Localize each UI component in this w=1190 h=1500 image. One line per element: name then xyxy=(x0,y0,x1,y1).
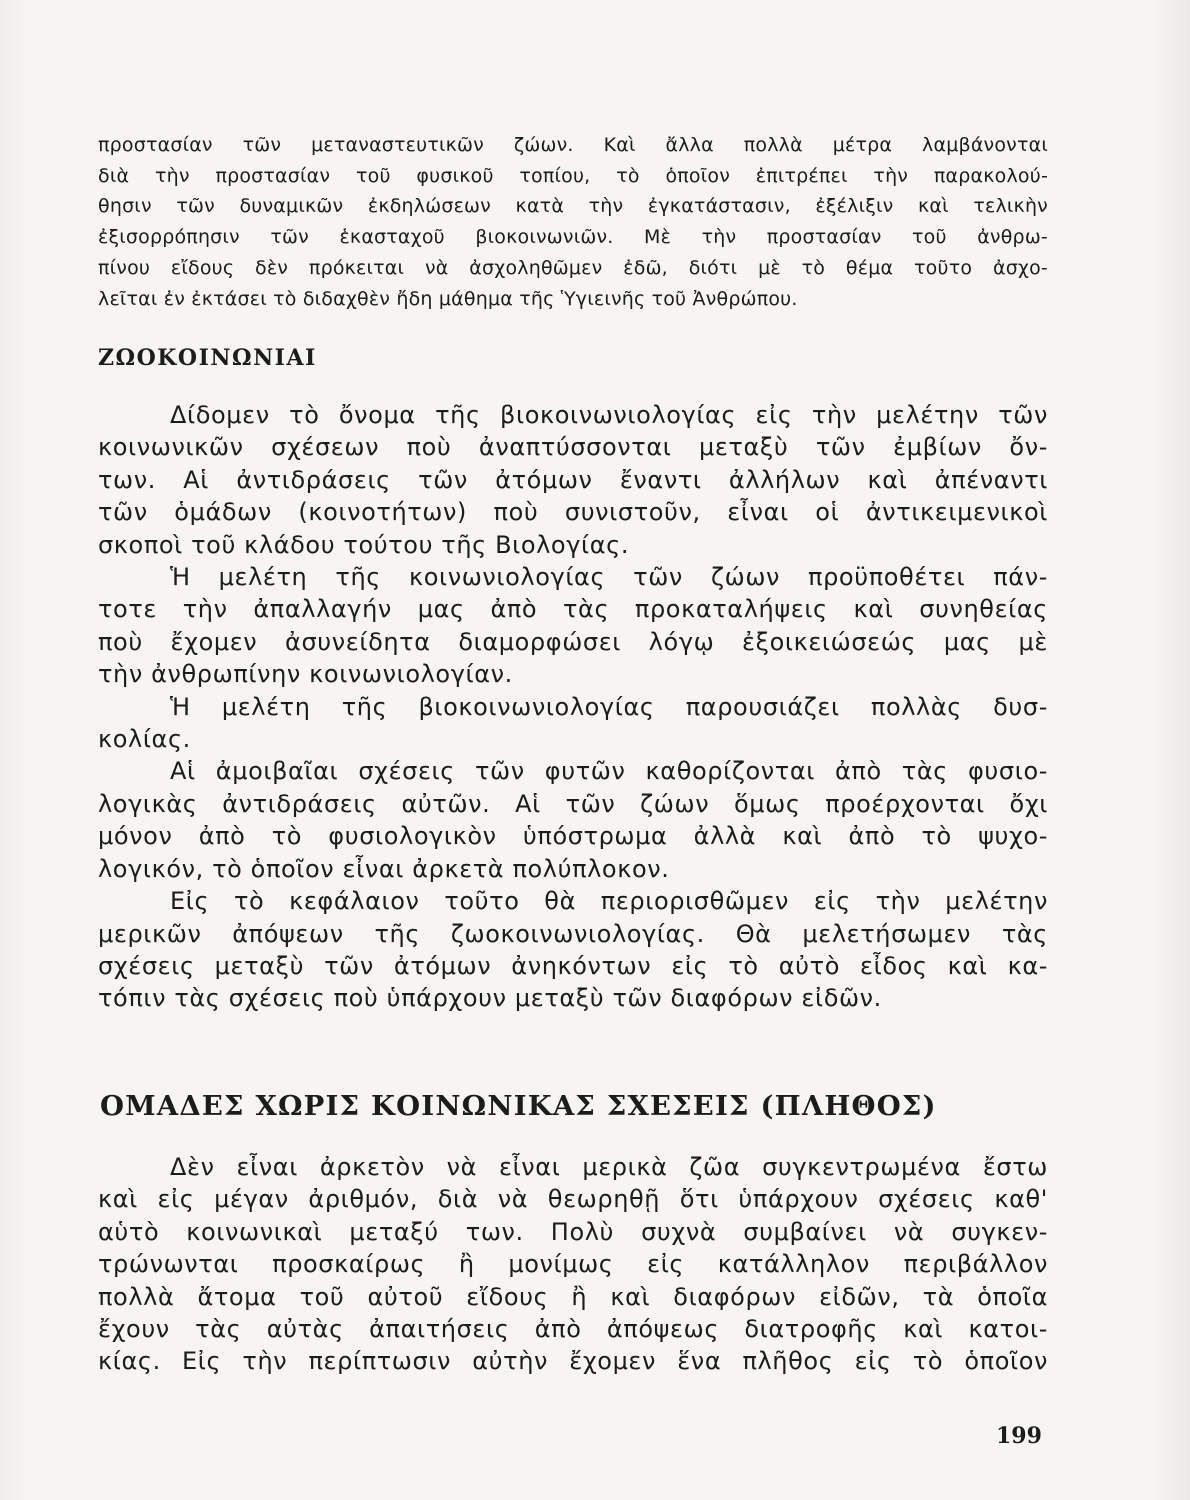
section-omades-body xyxy=(98,1151,1048,1378)
text-line: πίνου εἴδους δὲν πρόκειται νὰ ἀσχοληθῶμεν ἐδῶ, διότι μὲ τὸ θέμα τοῦτο ἀσχο- xyxy=(98,256,1048,279)
text-line: ἐξισορρόπησιν τῶν ἑκασταχοῦ βιοκοινωνιῶν. Μὲ τὴν προστασίαν τοῦ ἀνθρω- xyxy=(98,226,1048,249)
section-zookoinoniai-body xyxy=(98,399,1048,1015)
text-line: σχέσεις μεταξὺ τῶν ἀτόμων ἀνηκόντων εἰς τὸ αὐτὸ εἶδος καὶ κα- xyxy=(98,951,1048,980)
text-line: τόπιν τὰς σχέσεις ποὺ ὑπάρχουν μεταξὺ τῶν διαφόρων εἰδῶν. xyxy=(98,984,882,1013)
text-line: τρώνωνται προσκαίρως ἢ μονίμως εἰς κατάλληλον περιβάλλον xyxy=(98,1250,1048,1279)
text-line: μερικῶν ἀπόψεων τῆς ζωοκοινωνιολογίας. Θὰ μελετήσωμεν τὰς xyxy=(98,919,1048,948)
text-line: Δὲν εἶναι ἀρκετὸν νὰ εἶναι μερικὰ ζῶα συγκεντρωμένα ἔστω xyxy=(170,1153,1048,1181)
text-line: τῶν ὁμάδων (κοινοτήτων) ποὺ συνιστοῦν, εἶναι οἱ ἀντικειμενικοὶ xyxy=(98,498,1048,527)
text-line: Ἡ μελέτη τῆς κοινωνιολογίας τῶν ζώων προϋποθέτει πάν- xyxy=(170,563,1048,592)
text-line: κίας. Εἰς τὴν περίπτωσιν αὐτὴν ἔχομεν ἕνα πλῆθος εἰς τὸ ὁποῖον xyxy=(98,1347,1048,1376)
text-line: μόνον ἀπὸ τὸ φυσιολογικὸν ὑπόστρωμα ἀλλὰ καὶ ἀπὸ τὸ ψυχο- xyxy=(98,822,1048,851)
section-heading-omades: ΟΜΑΔΕΣ ΧΩΡΙΣ ΚΟΙΝΩΝΙΚΑΣ ΣΧΕΣΕΙΣ (ΠΛΗΘΟΣ) xyxy=(100,1090,937,1122)
page-number: 199 xyxy=(996,1423,1042,1449)
text-line: αὑτὸ κοινωνικαὶ μεταξύ των. Πολὺ συχνὰ συμβαίνει νὰ συγκεν- xyxy=(98,1217,1048,1246)
text-line: ποὺ ἔχομεν ἀσυνείδητα διαμορφώσει λόγῳ ἐξοικειώσεώς μας μὲ xyxy=(98,627,1048,656)
text-line: Ἡ μελέτη τῆς βιοκοινωνιολογίας παρουσιάζει πολλὰς δυσ- xyxy=(170,692,1048,721)
text-line: λογικὰς ἀντιδράσεις αὐτῶν. Αἱ τῶν ζώων ὅμως προέρχονται ὄχι xyxy=(98,789,1048,818)
text-line: λογικόν, τὸ ὁποῖον εἶναι ἀρκετὰ πολύπλοκον. xyxy=(98,854,670,883)
text-line: κοινωνικῶν σχέσεων ποὺ ἀναπτύσσονται μεταξὺ τῶν ἐμβίων ὄν- xyxy=(98,433,1048,462)
text-line: Εἰς τὸ κεφάλαιον τοῦτο θὰ περιορισθῶμεν εἰς τὴν μελέτην xyxy=(170,887,1048,916)
intro-paragraph xyxy=(98,130,1048,314)
text-line: διὰ τὴν προστασίαν τοῦ φυσικοῦ τοπίου, τὸ ὁποῖον ἐπιτρέπει τὴν παρακολού- xyxy=(98,164,1048,187)
text-line: θησιν τῶν δυναμικῶν ἐκδηλώσεων κατὰ τὴν ἐγκατάστασιν, ἐξέλιξιν καὶ τελικὴν xyxy=(98,195,1048,218)
section-heading-zookoinoniai: ΖΩΟΚΟΙΝΩΝΙΑΙ xyxy=(98,345,317,371)
text-line: Δίδομεν τὸ ὄνομα τῆς βιοκοινωνιολογίας εἰς τὴν μελέτην τῶν xyxy=(170,401,1048,429)
text-line: τὴν ἀνθρωπίνην κοινωνιολογίαν. xyxy=(98,660,513,689)
text-line: σκοποὶ τοῦ κλάδου τούτου τῆς Βιολογίας. xyxy=(98,530,630,559)
text-line: Αἱ ἀμοιβαῖαι σχέσεις τῶν φυτῶν καθορίζονται ἀπὸ τὰς φυσιο- xyxy=(170,757,1048,786)
text-line: πολλὰ ἄτομα τοῦ αὐτοῦ εἴδους ἢ καὶ διαφόρων εἰδῶν, τὰ ὁποῖα xyxy=(98,1282,1048,1311)
text-line: προστασίαν τῶν μεταναστευτικῶν ζώων. Καὶ ἄλλα πολλὰ μέτρα λαμβάνονται xyxy=(98,134,1048,156)
text-line: λεῖται ἐν ἐκτάσει τὸ διδαχθὲν ἤδη μάθημα τῆς Ὑγιεινῆς τοῦ Ἀνθρώπου. xyxy=(98,287,798,310)
text-line: τοτε τὴν ἀπαλλαγήν μας ἀπὸ τὰς προκαταλήψεις καὶ συνηθείας xyxy=(98,595,1048,624)
text-line: καὶ εἰς μέγαν ἀριθμόν, διὰ νὰ θεωρηθῇ ὅτι ὑπάρχουν σχέσεις καθ' xyxy=(98,1185,1048,1214)
text-line: ἔχουν τὰς αὐτὰς ἀπαιτήσεις ἀπὸ ἀπόψεως διατροφῆς καὶ κατοι- xyxy=(98,1315,1048,1344)
text-line: των. Αἱ ἀντιδράσεις τῶν ἀτόμων ἔναντι ἀλλήλων καὶ ἀπέναντι xyxy=(98,465,1048,494)
text-line: κολίας. xyxy=(98,725,191,754)
